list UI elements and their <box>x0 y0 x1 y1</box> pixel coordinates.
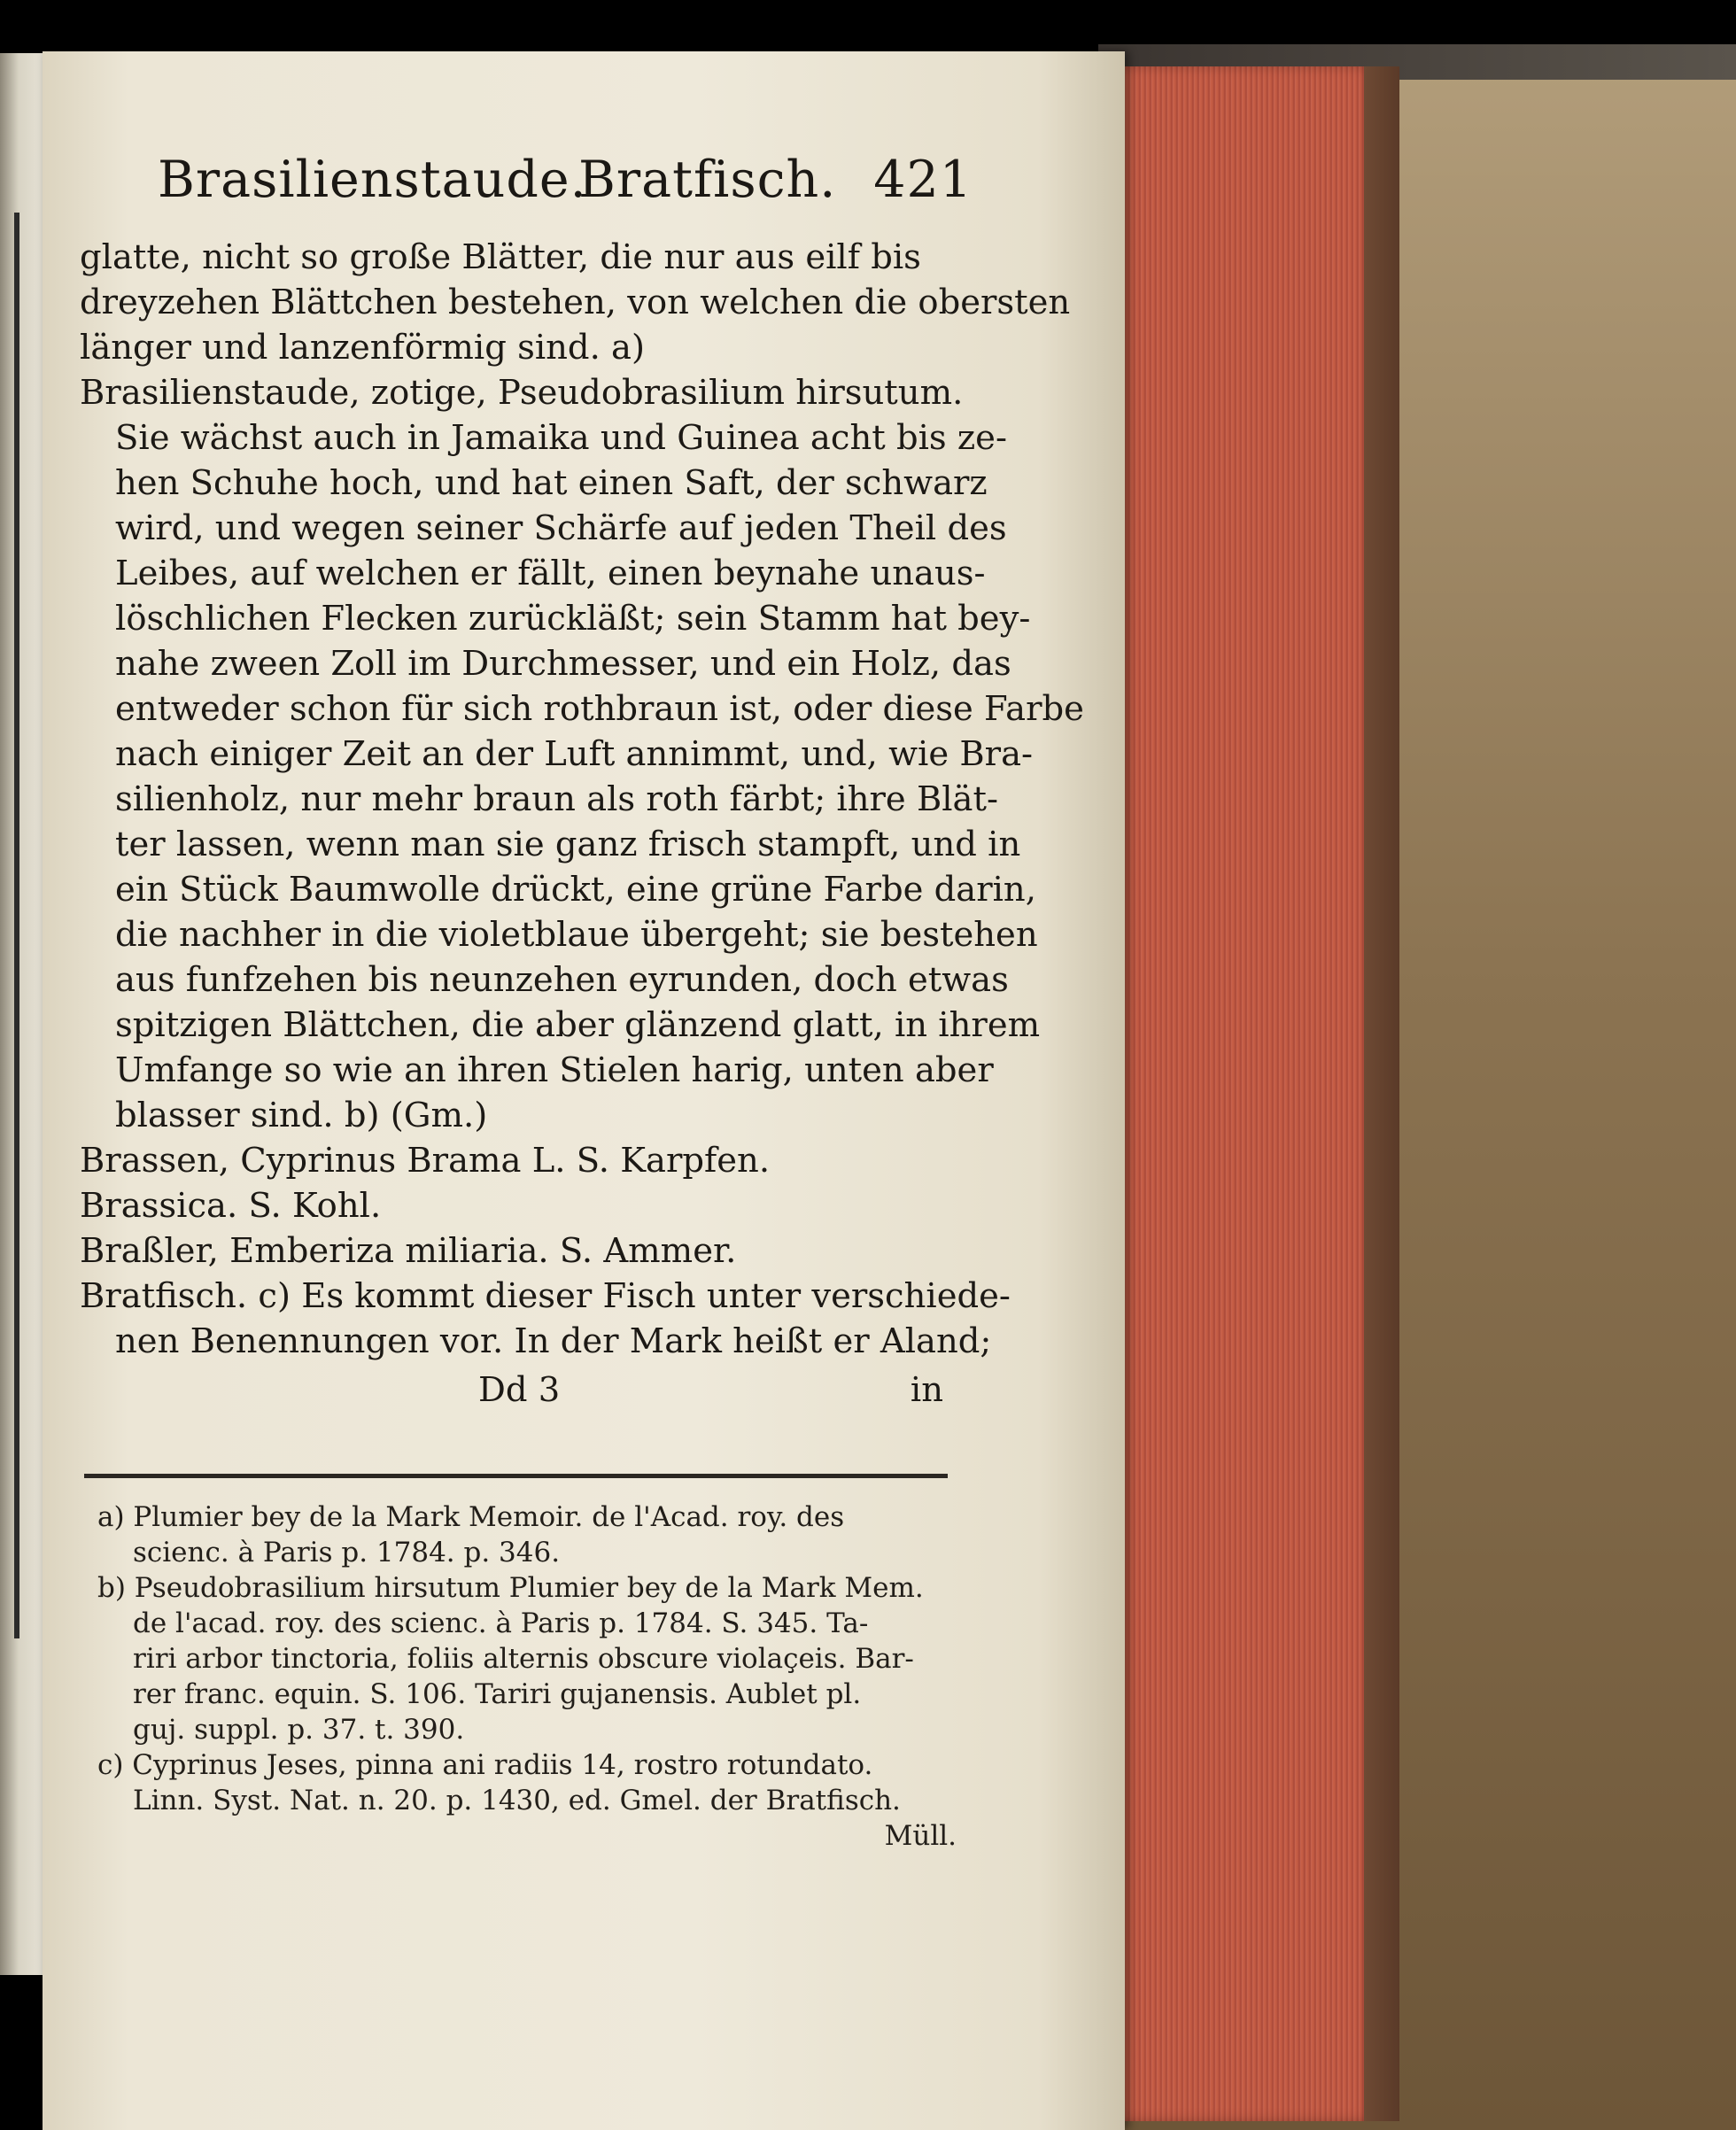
main-text-block <box>80 235 1084 1417</box>
red-page-edges <box>1120 66 1377 2121</box>
text-line: hen Schuhe hoch, und hat einen Saft, der schwarz <box>115 463 988 503</box>
text-line: nach einiger Zeit an der Luft annimmt, und, wie Bra- <box>115 734 1034 774</box>
footnote-line: Linn. Syst. Nat. n. 20. p. 1430, ed. Gmel. der Bratfisch. <box>133 1785 901 1816</box>
footnote-line: a) Plumier bey de la Mark Memoir. de l'Acad. roy. des <box>97 1501 845 1533</box>
text-line: silienholz, nur mehr braun als roth färbt; ihre Blät- <box>115 779 998 819</box>
text-line: nahe zween Zoll im Durchmesser, und ein Holz, das <box>115 644 1011 684</box>
page-edges-shadow <box>1364 66 1399 2121</box>
entry-headword-line: Braßler, Emberiza miliaria. S. Ammer. <box>80 1231 737 1271</box>
footnote-line: riri arbor tinctoria, foliis alternis obscure violaçeis. Bar- <box>133 1643 914 1675</box>
footnotes-block <box>97 1499 957 1854</box>
text-line: länger und lanzenförmig sind. a) <box>80 328 646 368</box>
text-line: Leibes, auf welchen er fällt, einen beynahe unaus- <box>115 554 986 593</box>
header-right-keyword: Bratfisch. <box>578 151 837 209</box>
footnote-line: b) Pseudobrasilium hirsutum Plumier bey de la Mark Mem. <box>97 1572 924 1604</box>
footnote-line: Müll. <box>884 1820 957 1852</box>
header-left-keyword: Brasilienstaude. <box>158 151 587 209</box>
entry-headword-line: Bratfisch. c) Es kommt dieser Fisch unter verschiede- <box>80 1276 1011 1316</box>
text-line: löschlichen Flecken zurückläßt; sein Stamm hat bey- <box>115 599 1031 639</box>
text-line: ter lassen, wenn man sie ganz frisch stampft, und in <box>115 825 1021 864</box>
text-line: aus funfzehen bis neunzehen eyrunden, doch etwas <box>115 960 1009 1000</box>
footnote-line: rer franc. equin. S. 106. Tariri gujanensis. Aublet pl. <box>133 1678 862 1710</box>
footnote-b <box>97 1570 957 1747</box>
text-line: nen Benennungen vor. In der Mark heißt er Aland; <box>115 1321 992 1361</box>
page-number: 421 <box>873 151 973 209</box>
text-line: Umfange so wie an ihren Stielen harig, unten aber <box>115 1050 994 1090</box>
text-line: wird, und wegen seiner Schärfe auf jeden Theil des <box>115 508 1007 548</box>
footnote-line: de l'acad. roy. des scienc. à Paris p. 1784. S. 345. Ta- <box>133 1607 869 1639</box>
text-line: Sie wächst auch in Jamaika und Guinea acht bis ze- <box>115 418 1007 458</box>
text-line: blasser sind. b) (Gm.) <box>115 1096 488 1135</box>
footnote-c <box>97 1747 957 1854</box>
footnote-a <box>97 1499 957 1570</box>
text-line: glatte, nicht so große Blätter, die nur aus eilf bis <box>80 237 921 277</box>
entry-headword-line: Brassica. S. Kohl. <box>80 1186 382 1226</box>
text-line: dreyzehen Blättchen bestehen, von welchen die obersten <box>80 283 1071 322</box>
text-line: spitzigen Blättchen, die aber glänzend glatt, in ihrem <box>115 1005 1041 1045</box>
running-header <box>158 142 973 213</box>
footnote-line: guj. suppl. p. 37. t. 390. <box>133 1714 465 1746</box>
footnote-rule <box>84 1474 948 1478</box>
footnote-line: scienc. à Paris p. 1784. p. 346. <box>133 1537 561 1568</box>
signature-mark: Dd 3 <box>478 1370 561 1410</box>
footnote-line: c) Cyprinus Jeses, pinna ani radiis 14, rostro rotundato. <box>97 1749 873 1781</box>
entry-headword-line: Brassen, Cyprinus Brama L. S. Karpfen. <box>80 1141 771 1181</box>
text-line: entweder schon für sich rothbraun ist, oder diese Farbe <box>115 689 1084 729</box>
text-line: die nachher in die violetblaue übergeht; sie bestehen <box>115 915 1038 955</box>
text-line: ein Stück Baumwolle drückt, eine grüne Farbe darin, <box>115 870 1036 910</box>
catchword: in <box>910 1370 943 1410</box>
signature-line <box>80 1364 957 1417</box>
left-page-shadow-line <box>14 213 19 1638</box>
entry-headword-line: Brasilienstaude, zotige, Pseudobrasilium hirsutum. <box>80 373 964 413</box>
